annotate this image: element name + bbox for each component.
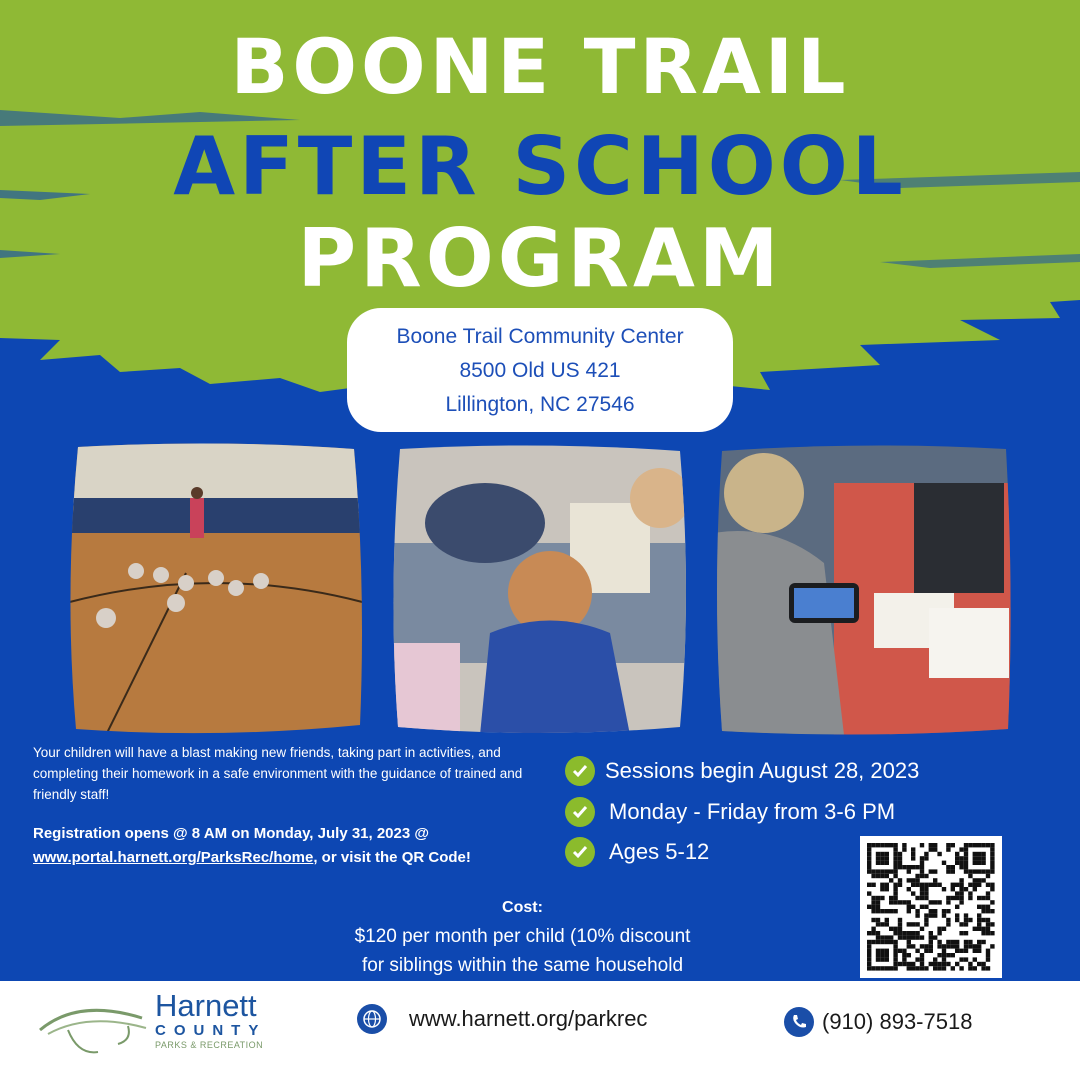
cost-line-2: for siblings within the same household (361, 955, 684, 976)
logo-line-2: COUNTY (155, 1022, 267, 1039)
photo-gym (66, 443, 366, 735)
registration-text (33, 822, 523, 870)
harnett-logo-text (155, 990, 266, 1050)
registration-prefix: Registration opens @ 8 AM on Monday, July 31, 2023 @ (33, 825, 430, 842)
check-icon (565, 756, 595, 786)
qr-code-icon[interactable] (860, 836, 1002, 978)
highlight-sessions (565, 756, 919, 786)
title-line-1: BOONE TRAIL (230, 22, 850, 111)
cost-line-1: $120 per month per child (10% discount (354, 926, 691, 947)
cost-block (300, 893, 745, 980)
address-name: Boone Trail Community Center (396, 325, 684, 348)
highlight-schedule (565, 797, 895, 827)
logo-line-3: PARKS & RECREATION (155, 1040, 264, 1050)
registration-suffix: , or visit the QR Code! (313, 849, 471, 866)
address-street: 8500 Old US 421 (459, 359, 621, 382)
logo-line-1: Harnett (155, 988, 257, 1023)
phone-text: (910) 893-7518 (822, 1009, 973, 1034)
highlight-ages-text: Ages 5-12 (609, 839, 710, 864)
footer-phone[interactable] (784, 1007, 972, 1037)
highlight-sessions-text: Sessions begin August 28, 2023 (605, 758, 920, 783)
cost-label: Cost: (502, 899, 543, 916)
harnett-logo-icon (38, 1000, 150, 1060)
phone-icon (784, 1007, 814, 1037)
title-line-2: AFTER SCHOOL (173, 120, 907, 213)
highlight-ages (565, 837, 709, 867)
website-text: www.harnett.org/parkrec (409, 1006, 648, 1031)
title-line-3: PROGRAM (297, 212, 783, 305)
intro-text: Your children will have a blast making new friends, taking part in activities, and completing their homework in a safe environment with the guidance of trained and friendly staff! (33, 745, 523, 802)
footer-website[interactable] (357, 1004, 647, 1034)
highlight-schedule-text: Monday - Friday from 3-6 PM (609, 799, 896, 824)
registration-link[interactable]: www.portal.harnett.org/ParksRec/home (33, 849, 314, 866)
check-icon (565, 797, 595, 827)
address-box (347, 308, 733, 432)
check-icon (565, 837, 595, 867)
photo-tablet (714, 443, 1014, 735)
address-city: Lillington, NC 27546 (445, 393, 635, 416)
globe-icon (357, 1004, 387, 1034)
photo-homework (390, 443, 690, 735)
